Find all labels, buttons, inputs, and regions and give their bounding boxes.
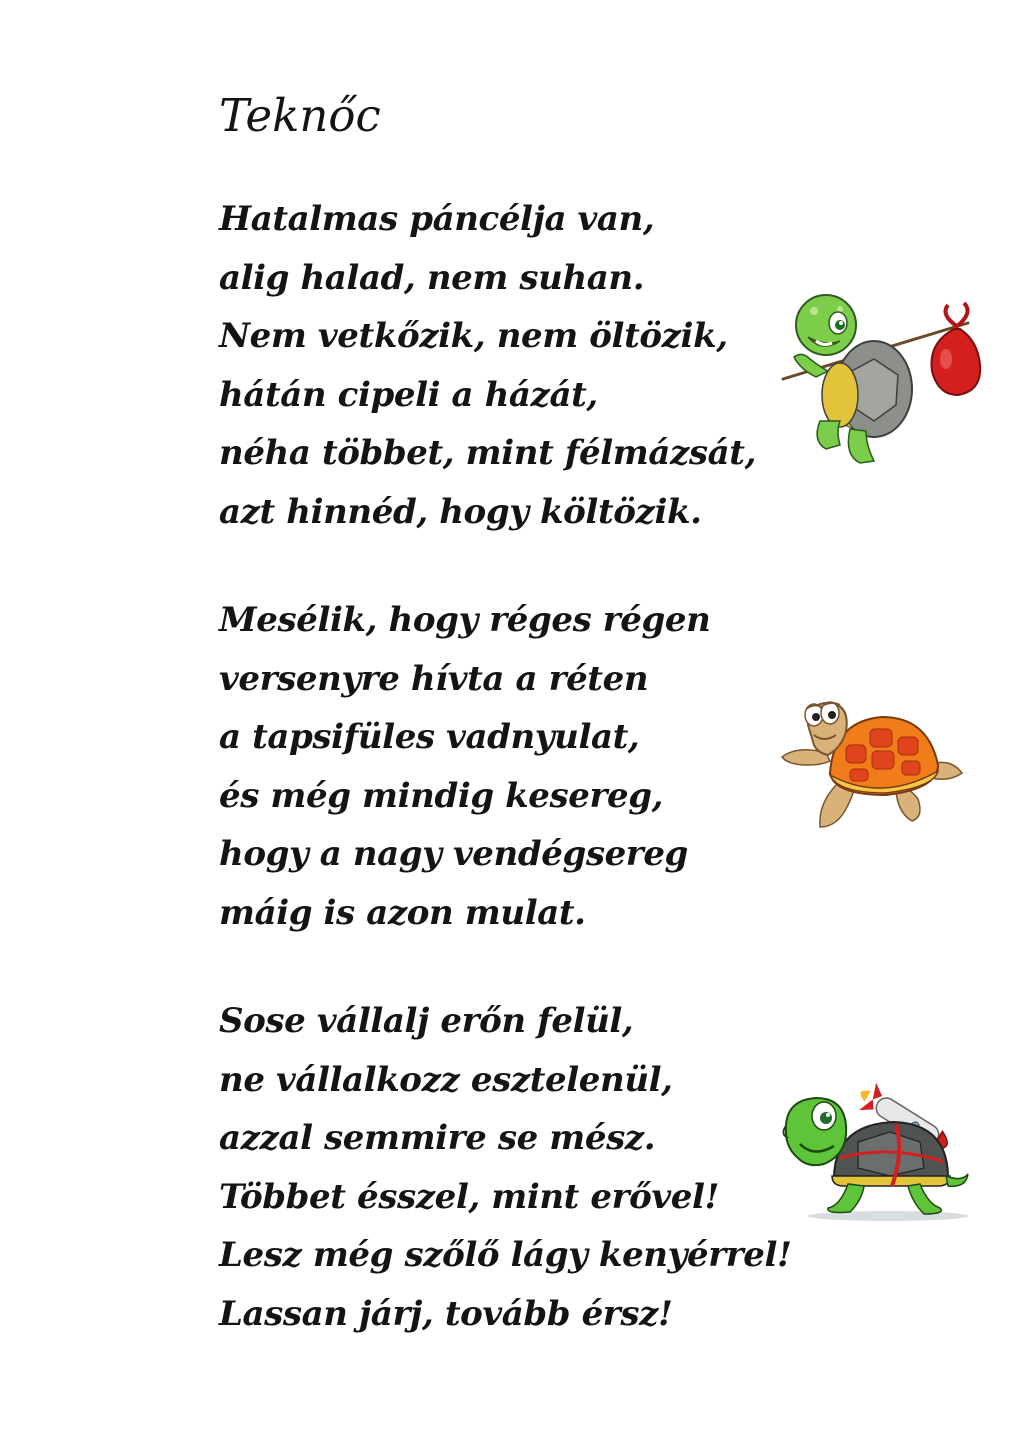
- poem-line: hogy a nagy vendégsereg: [219, 834, 688, 874]
- poem-line: Sose vállalj erőn felül,: [219, 1001, 634, 1041]
- stanza-2: [219, 591, 789, 942]
- poem-line: máig is azon mulat.: [219, 892, 586, 933]
- poem-line: a tapsifüles vadnyulat,: [219, 717, 640, 757]
- poem-line: Hatalmas páncélja van,: [219, 199, 655, 239]
- poem-line: ne vállalkozz esztelenül,: [219, 1059, 673, 1100]
- poem-line: Többet ésszel, mint erővel!: [219, 1176, 720, 1217]
- poem-line: és még mindig kesereg,: [219, 775, 664, 816]
- poem-line: azt hinnéd, hogy költözik.: [219, 491, 702, 532]
- poem-line: azzal semmire se mész.: [219, 1118, 656, 1158]
- poem-line: Lassan járj, tovább érsz!: [219, 1293, 673, 1334]
- stanza-3: [219, 992, 792, 1343]
- swimming-turtle-icon: [778, 695, 968, 835]
- turtle-with-bindle-icon: [778, 283, 983, 473]
- poem-line: Mesélik, hogy réges régen: [219, 600, 711, 640]
- poem-line: alig halad, nem suhan.: [219, 257, 645, 298]
- poem-line: néha többet, mint félmázsát,: [219, 433, 757, 473]
- poem-line: versenyre hívta a réten: [219, 658, 649, 699]
- turtle-with-rocket-icon: [778, 1082, 978, 1222]
- poem-title: Teknőc: [219, 89, 381, 142]
- poem-line: Nem vetkőzik, nem öltözik,: [219, 316, 728, 356]
- stanza-1: [219, 190, 789, 541]
- poem-line: hátán cipeli a házát,: [219, 374, 598, 415]
- poem-line: Lesz még szőlő lágy kenyérrel!: [219, 1235, 792, 1275]
